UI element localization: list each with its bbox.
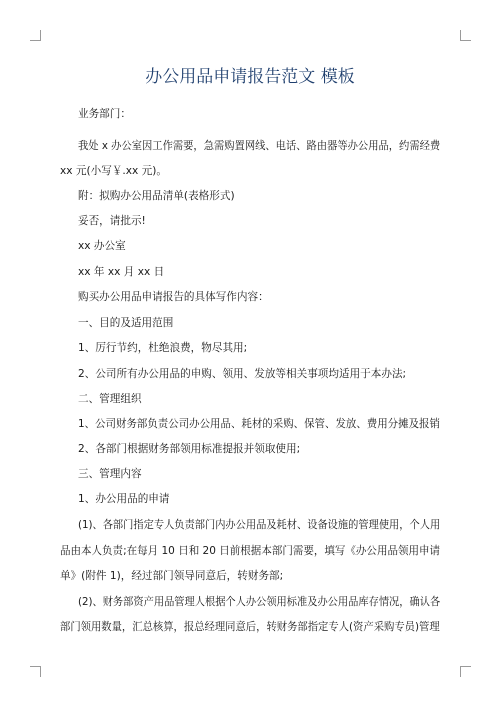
body-line: 妥否，请批示! <box>78 215 146 227</box>
page-corner-top-left <box>30 30 41 41</box>
page-corner-bottom-right <box>460 666 471 677</box>
department-salutation: 业务部门： <box>78 108 131 120</box>
section-heading: 一、目的及适用范围 <box>78 317 174 329</box>
document-title: 办公用品申请报告范文 模板 <box>145 67 355 87</box>
page-corner-top-right <box>460 30 471 41</box>
signature-office: xx 办公室 <box>78 240 126 252</box>
body-line: 2、公司所有办公用品的申购、领用、发放等相关事项均适用于本办法; <box>78 368 407 380</box>
body-line: (1)、各部门指定专人负责部门内办公用品及耗材、设备设施的管理使用，个人用 <box>78 519 441 531</box>
section-heading: 二、管理组织 <box>78 393 142 405</box>
page-corner-bottom-left <box>30 666 41 677</box>
body-line: 部门领用数量，汇总核算，报总经理同意后，转财务部指定专人(资产采购专员)管理 <box>60 621 440 633</box>
body-line: 购买办公用品申请报告的具体写作内容： <box>78 291 269 303</box>
body-line: 单》(附件 1)，经过部门领导同意后，转财务部; <box>60 570 284 582</box>
body-line: (2)、财务部资产用品管理人根据个人办公领用标准及办公用品库存情况，确认各 <box>78 596 441 608</box>
body-line: 1、公司财务部负责公司办公用品、耗材的采购、保管、发放、费用分摊及报销 <box>78 418 440 430</box>
subsection-heading: 1、办公用品的申请 <box>78 493 170 505</box>
body-line: 我处 x 办公室因工作需要，急需购置网线、电话、路由器等办公用品，约需经费 <box>78 140 441 152</box>
body-line: 1、厉行节约，杜绝浪费，物尽其用; <box>78 342 248 354</box>
body-line: 品由本人负责;在每月 10 日和 20 日前根据本部门需要，填写《办公用品领用申请 <box>60 545 441 557</box>
body-line: 2、各部门根据财务部领用标准提报并领取使用; <box>78 443 301 455</box>
body-line: xx 元(小写￥.xx 元)。 <box>60 165 168 177</box>
signature-date: xx 年 xx 月 xx 日 <box>78 266 165 278</box>
body-line: 附：拟购办公用品清单(表格形式) <box>78 190 235 202</box>
section-heading: 三、管理内容 <box>78 468 142 480</box>
